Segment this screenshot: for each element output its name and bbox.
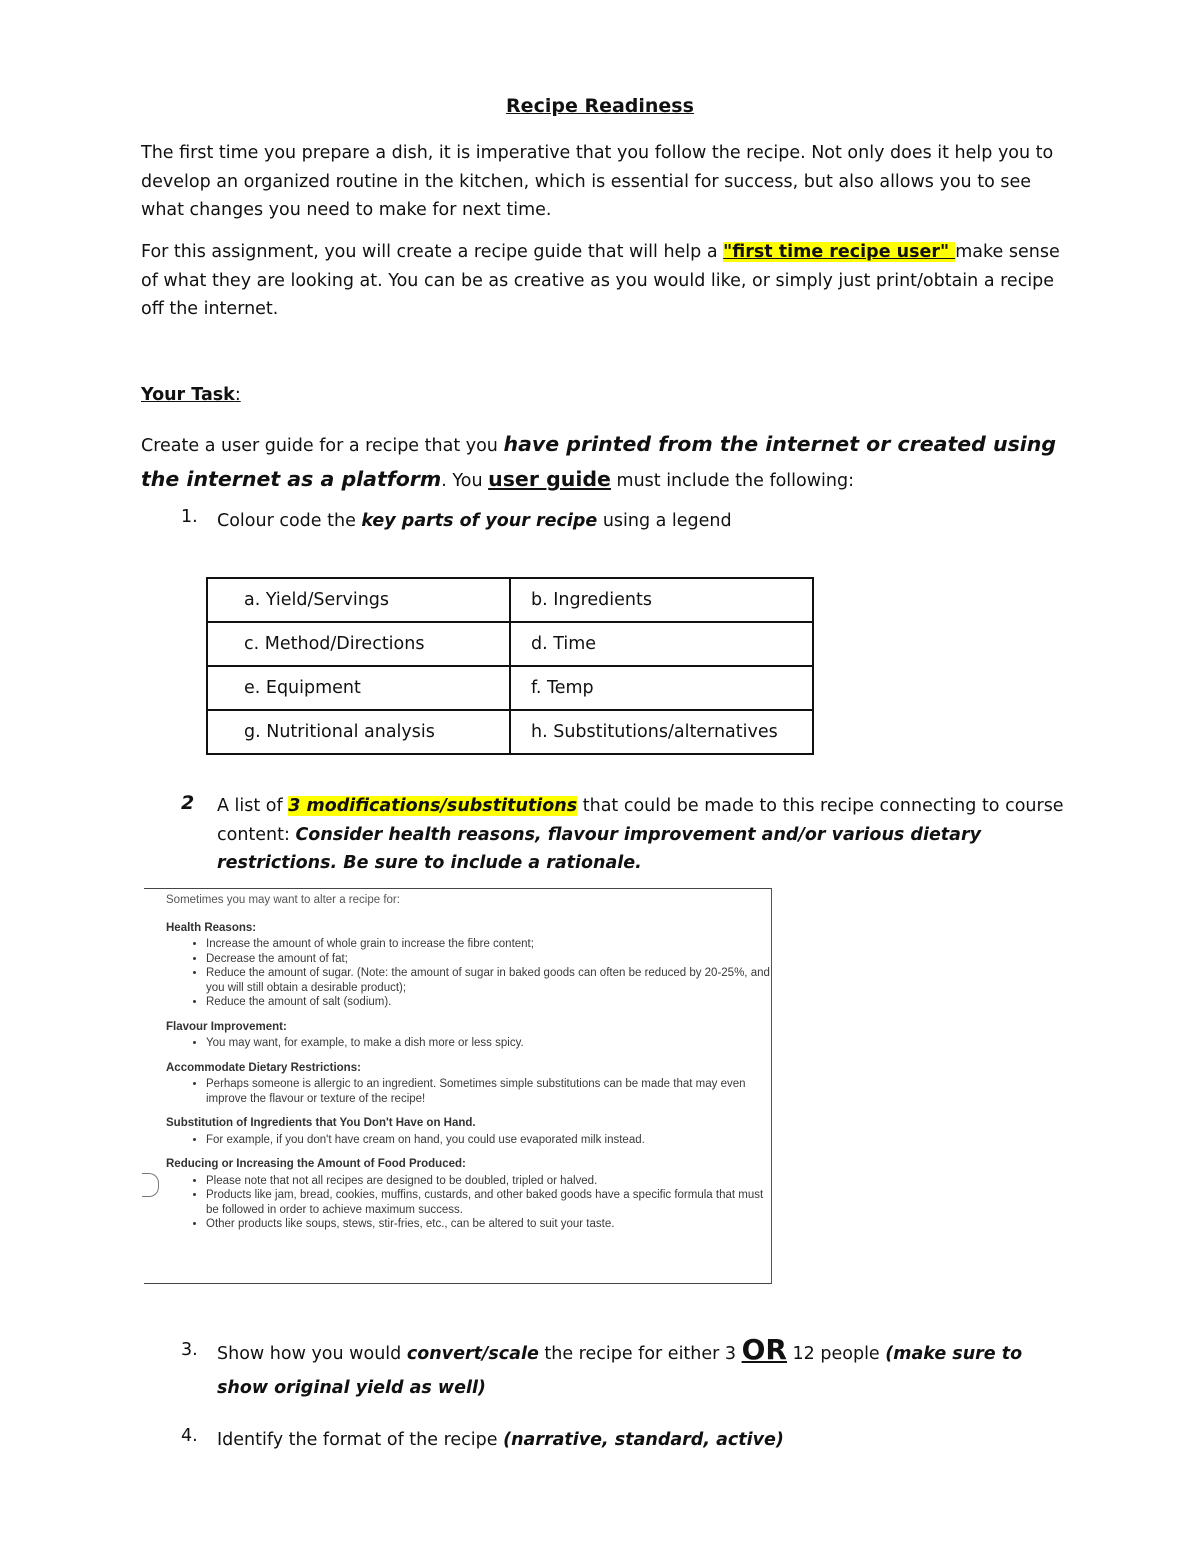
intro-paragraph-1: The first time you prepare a dish, it is imperative that you follow the recipe. Not only does it help you to develop an organized routine in the kitchen, which is essential for success, but also allows you to see what changes you need to make for next time.: [141, 143, 1054, 220]
item-2-before: A list of: [217, 796, 289, 816]
task-heading-colon: :: [234, 385, 241, 405]
list-item: • Reduce the amount of sugar. (Note: the amount of sugar in baked goods can often be reduced by 20-25%, and you will still obtain a desirable product);: [206, 966, 771, 995]
item-3-emphasis-2: (make sure to show original yield as well): [217, 1344, 1023, 1398]
list-item: • Decrease the amount of fat;: [206, 952, 771, 967]
item-1-number: 1.: [181, 507, 198, 527]
legend-cell: e. Equipment: [207, 666, 510, 710]
legend-cell: a. Yield/Servings: [207, 578, 510, 622]
scan-heading-flavour: Flavour Improvement:: [166, 1020, 287, 1033]
item-3-before: Show how you would: [217, 1344, 407, 1364]
item-2-text: [217, 792, 1067, 878]
first-time-recipe-user-highlight: "first time recipe user": [723, 242, 956, 262]
legend-cell: f. Temp: [510, 666, 813, 710]
item-4-before: Identify the format of the recipe: [217, 1430, 504, 1450]
list-item: • Perhaps someone is allergic to an ingredient. Sometimes simple substitutions can be made that may even improve the flavour or texture of the recipe!: [206, 1077, 771, 1106]
scan-list-health: [166, 937, 771, 1010]
modifications-highlight: 3 modifications/substitutions: [288, 796, 578, 816]
scan-heading-dietary: Accommodate Dietary Restrictions:: [166, 1061, 361, 1074]
list-item: • Increase the amount of whole grain to increase the fibre content;: [206, 937, 771, 952]
scan-list-substitution: [166, 1133, 771, 1148]
item-3-emphasis: convert/scale: [406, 1344, 539, 1364]
item-4-number: 4.: [181, 1426, 198, 1446]
legend-row: [207, 710, 813, 754]
item-3-mid1: the recipe for either 3: [538, 1344, 742, 1364]
item-4-text: [217, 1426, 1067, 1455]
intro-paragraph-2: [141, 238, 1061, 324]
list-item: • Products like jam, bread, cookies, muffins, custards, and other baked goods have a specific formula that must be followed in order to achieve maximum success.: [206, 1188, 771, 1217]
scan-list-flavour: [166, 1036, 771, 1051]
item-2-emphasis: Consider health reasons, flavour improvement and/or various dietary restrictions. Be sure to include a rationale.: [217, 824, 982, 873]
legend-row: [207, 578, 813, 622]
item-2-mid: that could be made to this recipe connecting to course content:: [217, 796, 1064, 845]
scan-list-dietary: [166, 1077, 771, 1106]
list-item: • For example, if you don't have cream on hand, you could use evaporated milk instead.: [206, 1133, 771, 1148]
scan-heading-health: Health Reasons:: [166, 921, 257, 934]
item-1-after: using a legend: [597, 511, 732, 531]
task-heading: [141, 385, 241, 405]
scanned-recipe-alteration-image: [144, 888, 772, 1284]
task-description: [141, 428, 1061, 498]
scan-heading-quantity: Reducing or Increasing the Amount of Food Produced:: [166, 1158, 466, 1170]
item-3-number: 3.: [181, 1340, 198, 1360]
list-item: • You may want, for example, to make a dish more or less spicy.: [206, 1036, 771, 1051]
or-emphasis: OR: [741, 1333, 787, 1366]
list-item: • Reduce the amount of salt (sodium).: [206, 995, 771, 1010]
intro-p2-text-before: For this assignment, you will create a recipe guide that will help a: [141, 242, 724, 262]
scan-bracket-mark: [142, 1173, 159, 1197]
legend-row: [207, 666, 813, 710]
task-heading-text: Your Task: [141, 385, 235, 405]
legend-cell: c. Method/Directions: [207, 622, 510, 666]
page-title: Recipe Readiness: [506, 95, 694, 117]
legend-cell: b. Ingredients: [510, 578, 813, 622]
list-item: • Other products like soups, stews, stir-fries, etc., can be altered to suit your taste.: [206, 1217, 771, 1232]
task-text-emphasis: have printed from the internet or created using the internet as a platform: [141, 432, 1057, 491]
legend-cell: d. Time: [510, 622, 813, 666]
legend-row: [207, 622, 813, 666]
task-text-before: Create a user guide for a recipe that you: [141, 436, 504, 456]
item-1-text: [217, 507, 1067, 536]
item-2-number: 2: [181, 792, 195, 814]
legend-table: [206, 577, 814, 755]
legend-cell: g. Nutritional analysis: [207, 710, 510, 754]
legend-cell: h. Substitutions/alternatives: [510, 710, 813, 754]
user-guide-text: user guide: [488, 467, 611, 491]
item-1-before: Colour code the: [217, 511, 362, 531]
item-4-emphasis: (narrative, standard, active): [503, 1430, 784, 1450]
list-item: • Please note that not all recipes are designed to be doubled, tripled or halved.: [206, 1174, 771, 1189]
scan-heading-substitution: Substitution of Ingredients that You Don't Have on Hand.: [166, 1117, 476, 1129]
scan-intro: Sometimes you may want to alter a recipe for:: [166, 894, 400, 906]
task-text-mid: . You: [441, 471, 489, 491]
intro-p2-text-after: make sense of what they are looking at. You can be as creative as you would like, or simply just print/obtain a recipe off the internet.: [141, 242, 1060, 319]
task-text-after: must include the following:: [610, 471, 855, 491]
item-1-emphasis: key parts of your recipe: [361, 511, 598, 531]
scan-list-quantity: [166, 1174, 771, 1232]
item-3-text: [217, 1333, 1067, 1405]
item-3-mid2: 12 people: [786, 1344, 886, 1364]
